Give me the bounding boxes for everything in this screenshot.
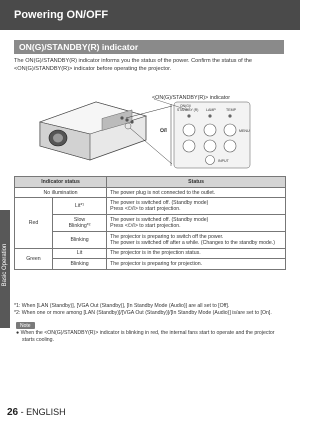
footnote-2: *2: When one or more among [LAN (Standby)]/[VGA Out (Standby)]/[In Standby Mode (Audio)] is/are set to [On]. <box>14 310 272 316</box>
header-indicator-status: Indicator status <box>15 177 107 188</box>
cell-green-lit: Lit <box>52 248 106 258</box>
temp-led <box>228 114 231 117</box>
cell-red-lit: Lit*¹ <box>52 198 106 215</box>
cell-color-red: Red <box>15 198 53 248</box>
side-tab <box>0 210 10 328</box>
cell-status <box>107 232 286 249</box>
label-input: INPUT <box>218 159 229 163</box>
page-header <box>0 0 300 30</box>
slow-label: Slow <box>73 216 86 223</box>
label-temp: TEMP <box>226 108 236 112</box>
cell-red-blinking: Blinking <box>52 232 106 249</box>
input-button <box>206 156 215 165</box>
cell-status: The power plug is not connected to the outlet. <box>107 188 286 198</box>
section-title-text: ON(G)/STANDBY(R) indicator <box>19 42 139 52</box>
note-badge: Note <box>16 322 35 329</box>
cell-status: The projector is in the projection status. <box>107 248 286 258</box>
table-row <box>15 248 286 258</box>
page-number-value: 26 <box>7 407 19 418</box>
label-lamp: LAMP <box>206 108 216 112</box>
table-row <box>15 232 286 249</box>
figure-caption: <ON(G)/STANDBY(R)> indicator <box>152 95 231 101</box>
page-number <box>7 407 66 418</box>
cell-status <box>107 198 286 215</box>
label-menu: MENU <box>239 129 250 133</box>
header-status: Status <box>107 177 286 188</box>
table-header-row <box>15 177 286 188</box>
status-line: The projector is preparing to switch off the power. <box>110 233 224 240</box>
power-button <box>183 124 195 136</box>
section-title <box>14 40 284 54</box>
footnotes <box>14 303 289 317</box>
status-line: The power is switched off. (Standby mode) <box>110 216 209 223</box>
status-line: Press <⏻/I> to start projection. <box>110 223 181 230</box>
status-line: The power is switched off. (Standby mode) <box>110 199 209 206</box>
cell-status <box>107 215 286 232</box>
cell-red-slow-blinking <box>52 215 106 232</box>
label-power: ⏻/I <box>160 128 167 134</box>
cell-no-illumination: No illumination <box>15 188 107 198</box>
cell-color-green: Green <box>15 248 53 269</box>
side-tab-label: Basic Operation <box>2 243 8 287</box>
blinking-label: Blinking*² <box>68 223 91 230</box>
note-text: ● When the <ON(G)/STANDBY(R)> indicator is blinking in red, the internal fans start to operate and the projector starts cooling. <box>16 330 275 343</box>
projector-body <box>40 102 146 160</box>
indicator-panel <box>154 99 250 168</box>
projector-illustration <box>34 94 270 170</box>
status-line: Press <⏻/I> to start projection. <box>110 206 181 213</box>
page-header-title: Powering ON/OFF <box>14 9 109 21</box>
lamp-led <box>208 114 211 117</box>
cell-status: The projector is preparing for projection. <box>107 259 286 269</box>
status-table <box>14 176 286 270</box>
label-standby-2: STANDBY (R) <box>177 108 199 112</box>
table-row <box>15 259 286 269</box>
label-standby: ON(G)/ <box>180 104 191 108</box>
status-line: The power is switched off after a while. (Changes to the standby mode.) <box>110 239 275 246</box>
intro-paragraph: The ON(G)/STANDBY(R) indicator informs you the status of the power. Confirm the status of the <ON(G)/STANDBY(R)> indicator before operating the projector. <box>14 58 253 72</box>
table-row <box>15 188 286 198</box>
footnote-1: *1: When [LAN (Standby)], [VGA Out (Standby)], [In Standby Mode (Audio)] are all set to [Off]. <box>14 303 230 309</box>
cell-green-blinking: Blinking <box>52 259 106 269</box>
standby-led <box>187 114 190 117</box>
table-row <box>15 198 286 215</box>
page-number-suffix: - ENGLISH <box>18 407 66 417</box>
table-row <box>15 215 286 232</box>
